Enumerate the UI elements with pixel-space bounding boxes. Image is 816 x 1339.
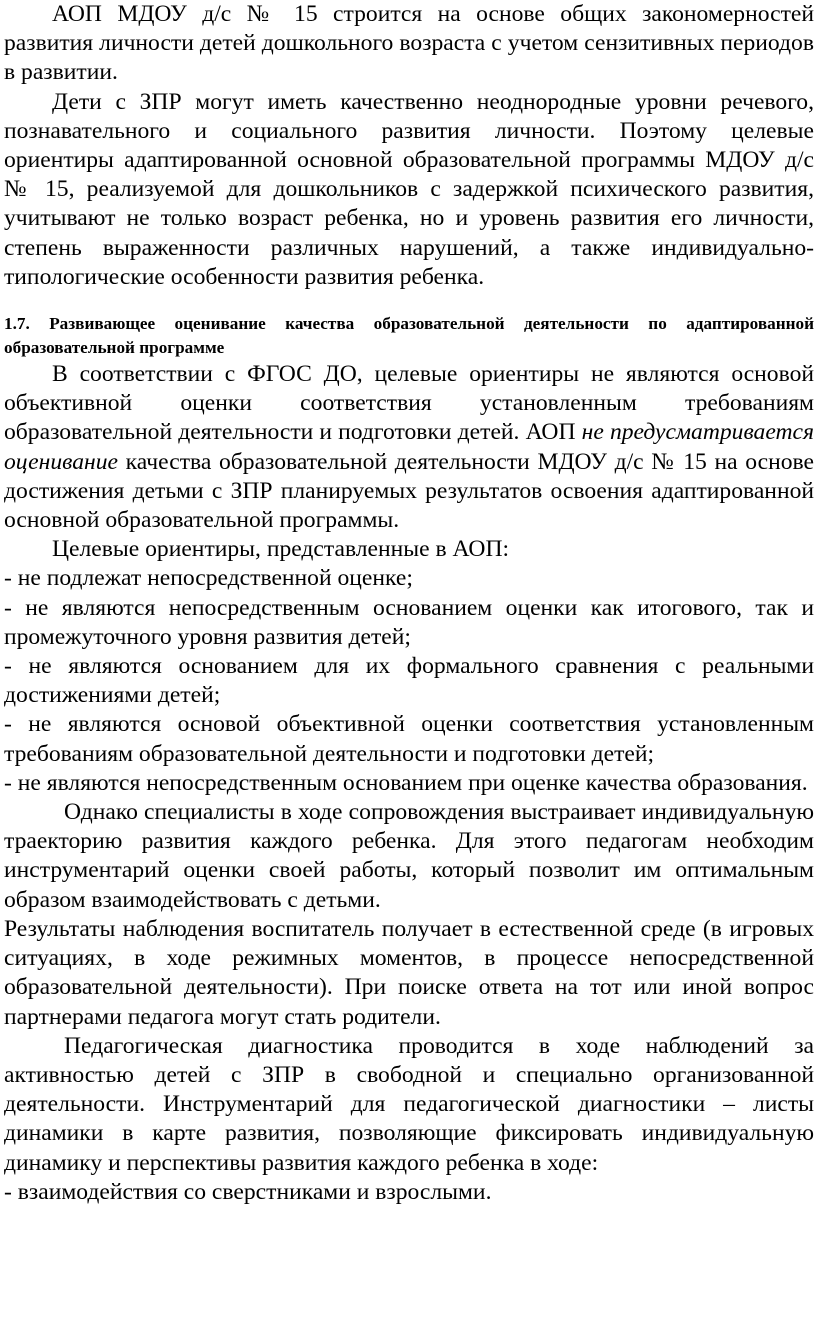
paragraph-zpr-levels: Дети с ЗПР могут иметь качественно неоднородные уровни речевого, познавательного и социального развития личности. Поэтому целевые ориентиры адаптированной основной образовательной программы МДОУ д/с № 15, реализуемой для дошкольников с задержкой психического развития, учитывают не только возраст ребенка, но и уровень развития его личности, степень выраженности различных нарушений, а также индивидуально-типологические особенности развития ребенка. [4,88,814,290]
paragraph-fgos [4,360,814,535]
paragraph-intro: АОП МДОУ д/с № 15 строится на основе общих закономерностей развития личности детей дошкольного возраста с учетом сензитивных периодов в развитии. [4,1,814,86]
paragraph-specialists: Однако специалисты в ходе сопровождения выстраивает индивидуальную траекторию развития каждого ребенка. Для этого педагогам необходим инструментарий оценки своей работы, который позволит им оптимальным образом взаимодействовать с детьми. [4,799,814,913]
paragraph-fgos-italic: не предусматривается оценивание [4,419,814,475]
document-page [4,0,814,1207]
list-item: - не являются непосредственным основанием при оценке качества образования. [4,769,808,796]
paragraph-targets-intro: Целевые ориентиры, представленные в АОП: [52,536,510,563]
section-heading: 1.7. Развивающее оценивание качества образовательной деятельности по адаптированной образовательной программе [4,314,814,358]
paragraph-diagnostics: Педагогическая диагностика проводится в ходе наблюдений за активностью детей с ЗПР в свободной и специально организованной деятельности. Инструментарий для педагогической диагностики – листы динамики в карте развития, позволяющие фиксировать индивидуальную динамику и перспективы развития каждого ребенка в ходе: [4,1032,814,1176]
paragraph-fgos-end: качества образовательной деятельности МДОУ д/с № 15 на основе достижения детьми с ЗПР планируемых результатов освоения адаптированной основной образовательной программы. [4,448,814,534]
list-item: - не являются непосредственным основанием оценки как итогового, так и промежуточного уровня развития детей; [4,594,814,650]
list-item: - не являются основанием для их формального сравнения с реальными достижениями детей; [4,653,814,709]
paragraph-fgos-start: В соответствии с ФГОС ДО, целевые ориентиры не являются основой объективной оценки соответствия установленным требованиям образовательной деятельности и подготовки детей. АОП [4,361,814,446]
paragraph-observation: Результаты наблюдения воспитатель получает в естественной среде (в игровых ситуациях, в ходе режимных моментов, в процессе непосредственной образовательной деятельности). При поиске ответа на тот или иной вопрос партнерами педагога могут стать родители. [4,915,814,1030]
paragraph-interaction: - взаимодействия со сверстниками и взрослыми. [4,1178,492,1205]
list-item: - не являются основой объективной оценки соответствия установленным требованиям образовательной деятельности и подготовки детей; [4,711,814,767]
list-item: - не подлежат непосредственной оценке; [4,565,413,592]
